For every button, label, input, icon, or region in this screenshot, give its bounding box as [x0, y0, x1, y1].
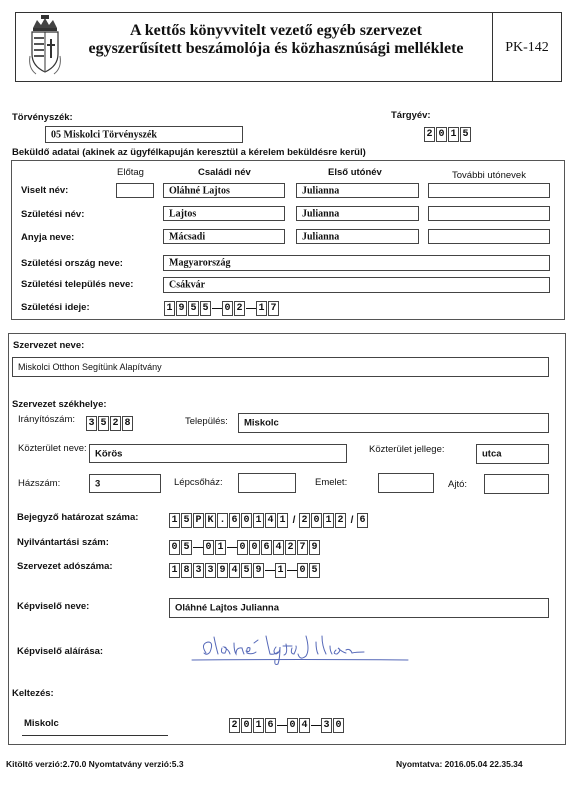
digit-cell: 8 — [122, 416, 133, 431]
digit-cell: 3 — [86, 416, 97, 431]
digit-cell: 9 — [309, 540, 320, 555]
stair-field[interactable] — [238, 473, 296, 493]
footer-printed: Nyomtatva: 2016.05.04 22.35.34 — [396, 759, 523, 769]
floor-field[interactable] — [378, 473, 434, 493]
digit-cell: 1 — [253, 718, 264, 733]
birth-date-label: Születési ideje: — [21, 302, 90, 313]
dating-place-line — [22, 735, 168, 736]
digit-cell: 2 — [299, 513, 310, 528]
rep-name-field[interactable] — [169, 598, 549, 618]
digit-cell: 0 — [203, 540, 214, 555]
mother-first-field[interactable] — [296, 229, 419, 244]
digit-cell: 1 — [169, 563, 180, 578]
court-label: Törvényszék: — [12, 112, 73, 123]
mother-more-field[interactable] — [428, 229, 550, 244]
birth-country-value: Magyarország — [169, 257, 231, 269]
digit-separator: / — [350, 515, 354, 526]
digit-cell: 9 — [176, 301, 187, 316]
year-field[interactable] — [424, 127, 472, 142]
org-name-value: Miskolci Otthon Segítünk Alapítvány — [18, 362, 162, 372]
rep-name-value: Oláhné Lajtos Julianna — [175, 602, 279, 614]
court-value: 05 Miskolci Törvényszék — [51, 129, 157, 140]
digit-separator: — — [246, 303, 256, 314]
digit-cell: 1 — [215, 540, 226, 555]
digit-cell: 1 — [169, 513, 180, 528]
digit-cell: 5 — [460, 127, 471, 142]
digit-cell: 4 — [273, 540, 284, 555]
digit-cell: K — [205, 513, 216, 528]
digit-cell: 8 — [181, 563, 192, 578]
city-value: Miskolc — [244, 417, 279, 429]
digit-separator: — — [227, 542, 237, 553]
digit-cell: 4 — [265, 513, 276, 528]
rep-name-label: Képviselő neve: — [17, 601, 90, 612]
tax-number-field[interactable] — [169, 563, 321, 578]
birth-city-field[interactable] — [163, 277, 550, 293]
tax-number-label: Szervezet adószáma: — [17, 561, 113, 572]
digit-cell: 5 — [98, 416, 109, 431]
name-label: Viselt név: — [21, 185, 69, 196]
footer-version: Kitöltő verzió:2.70.0 Nyomtatvány verzió:5.3 — [6, 759, 184, 769]
street-label: Közterület neve: — [18, 443, 87, 454]
mother-label: Anyja neve: — [21, 232, 75, 243]
digit-cell: 0 — [333, 718, 344, 733]
digit-cell: 5 — [188, 301, 199, 316]
digit-cell: 7 — [297, 540, 308, 555]
dating-date-field[interactable] — [229, 718, 345, 733]
name-first-value: Julianna — [302, 185, 340, 196]
birth-country-field[interactable] — [163, 255, 550, 271]
digit-cell: 4 — [299, 718, 310, 733]
birth-first-value: Julianna — [302, 208, 340, 219]
digit-cell: 5 — [181, 513, 192, 528]
col-family-header: Családi név — [198, 167, 251, 178]
digit-cell: 7 — [268, 301, 279, 316]
rep-signature-label: Képviselő aláírása: — [17, 646, 104, 657]
name-family-value: Oláhné Lajtos — [169, 185, 230, 196]
house-value: 3 — [95, 478, 101, 489]
birth-country-label: Születési ország neve: — [21, 258, 123, 269]
seat-label: Szervezet székhelye: — [12, 399, 107, 410]
mother-family-value: Mácsadi — [169, 231, 206, 242]
door-field[interactable] — [484, 474, 549, 494]
digit-cell: 2 — [229, 718, 240, 733]
digit-cell: 0 — [436, 127, 447, 142]
door-label: Ajtó: — [448, 479, 468, 490]
digit-cell: 1 — [277, 513, 288, 528]
house-label: Házszám: — [18, 478, 61, 489]
digit-cell: 5 — [241, 563, 252, 578]
digit-cell: 3 — [193, 563, 204, 578]
digit-cell: 6 — [357, 513, 368, 528]
digit-separator: — — [193, 542, 203, 553]
reg-decision-label: Bejegyző határozat száma: — [17, 512, 139, 523]
digit-cell: 0 — [169, 540, 180, 555]
coat-of-arms-emblem — [24, 14, 66, 80]
digit-separator: — — [265, 565, 275, 576]
city-label: Település: — [185, 416, 228, 427]
birth-city-label: Születési település neve: — [21, 279, 134, 290]
digit-cell: 0 — [287, 718, 298, 733]
digit-cell: 1 — [448, 127, 459, 142]
birth-more-field[interactable] — [428, 206, 550, 221]
street-type-label: Közterület jellege: — [369, 444, 445, 455]
birth-family-field[interactable] — [163, 206, 285, 221]
digit-separator: — — [311, 720, 321, 731]
digit-cell: 1 — [256, 301, 267, 316]
col-first-header: Első utónév — [328, 167, 382, 178]
floor-label: Emelet: — [315, 477, 348, 488]
street-field[interactable] — [89, 444, 347, 463]
birth-family-value: Lajtos — [169, 208, 197, 219]
digit-separator: / — [292, 515, 296, 526]
digit-cell: 6 — [261, 540, 272, 555]
digit-cell: P — [193, 513, 204, 528]
mother-family-field[interactable] — [163, 229, 285, 244]
digit-cell: 2 — [335, 513, 346, 528]
court-field[interactable] — [45, 126, 243, 143]
street-type-field[interactable] — [476, 444, 549, 464]
digit-cell: 2 — [234, 301, 245, 316]
digit-cell: 5 — [181, 540, 192, 555]
reg-decision-field[interactable] — [169, 513, 369, 528]
form-code: PK-142 — [505, 40, 549, 55]
digit-cell: 2 — [110, 416, 121, 431]
org-name-field[interactable] — [12, 357, 549, 377]
city-field[interactable] — [238, 413, 549, 433]
year-label: Tárgyév: — [391, 110, 431, 121]
digit-cell: 0 — [249, 540, 260, 555]
digit-cell: 0 — [241, 718, 252, 733]
form-title-line-2: egyszerűsített beszámolója és közhasznúsági melléklete — [88, 40, 464, 57]
name-first-field[interactable] — [296, 183, 419, 198]
birth-city-value: Csákvár — [169, 279, 206, 291]
header-divider — [492, 12, 493, 82]
col-prefix-header: Előtag — [117, 167, 144, 178]
stair-label: Lépcsőház: — [174, 477, 223, 488]
name-prefix-field[interactable] — [116, 183, 154, 198]
digit-cell: 6 — [229, 513, 240, 528]
digit-cell: 9 — [253, 563, 264, 578]
digit-cell: 0 — [222, 301, 233, 316]
digit-cell: 4 — [229, 563, 240, 578]
col-more-header: További utónevek — [452, 170, 526, 181]
form-title-line-1: A kettős könyvvitelt vezető egyéb szervezet — [130, 22, 422, 39]
street-type-value: utca — [482, 448, 502, 460]
digit-cell: 5 — [309, 563, 320, 578]
reg-number-field[interactable] — [169, 540, 321, 555]
digit-cell: 0 — [237, 540, 248, 555]
house-field[interactable] — [89, 474, 161, 493]
birth-first-field[interactable] — [296, 206, 419, 221]
digit-cell: 0 — [241, 513, 252, 528]
digit-cell: 1 — [164, 301, 175, 316]
digit-cell: 0 — [311, 513, 322, 528]
digit-cell: 1 — [253, 513, 264, 528]
zip-label: Irányítószám: — [18, 414, 76, 425]
digit-separator: — — [277, 720, 287, 731]
digit-separator: — — [212, 303, 222, 314]
birth-name-label: Születési név: — [21, 209, 85, 220]
org-name-label: Szervezet neve: — [13, 340, 85, 351]
digit-cell: 9 — [217, 563, 228, 578]
rep-signature — [180, 628, 420, 668]
reg-number-label: Nyilvántartási szám: — [17, 537, 109, 548]
name-more-field[interactable] — [428, 183, 550, 198]
digit-cell: 2 — [424, 127, 435, 142]
sender-section-label: Beküldő adatai (akinek az ügyfélkapuján keresztül a kérelem beküldésre kerül) — [12, 147, 366, 158]
zip-field[interactable] — [86, 416, 134, 431]
digit-cell: 1 — [275, 563, 286, 578]
digit-cell: 5 — [200, 301, 211, 316]
digit-cell: 3 — [321, 718, 332, 733]
digit-cell: 1 — [323, 513, 334, 528]
dating-place: Miskolc — [24, 718, 59, 729]
dating-label: Keltezés: — [12, 688, 54, 699]
digit-cell: 0 — [297, 563, 308, 578]
name-family-field[interactable] — [163, 183, 285, 198]
digit-cell: 6 — [265, 718, 276, 733]
digit-separator: — — [287, 565, 297, 576]
digit-cell: 3 — [205, 563, 216, 578]
digit-cell: 2 — [285, 540, 296, 555]
mother-first-value: Julianna — [302, 231, 340, 242]
birth-date-field[interactable] — [164, 301, 280, 316]
street-value: Körös — [95, 448, 123, 459]
digit-cell: . — [217, 513, 228, 528]
